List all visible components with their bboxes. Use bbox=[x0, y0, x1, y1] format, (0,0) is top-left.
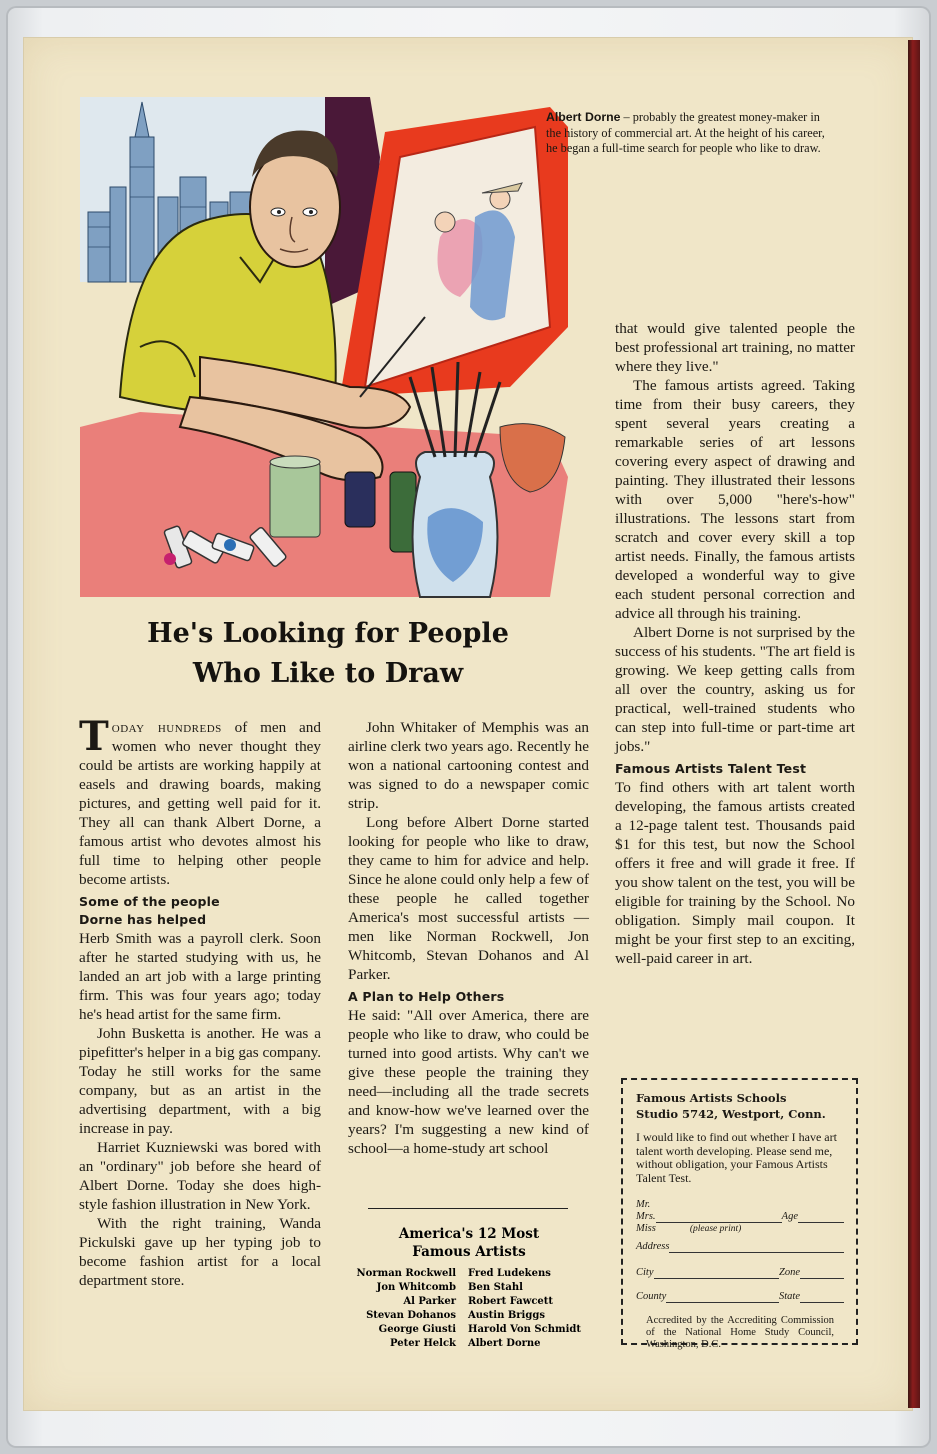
artists-box-title bbox=[348, 1225, 590, 1261]
headline-line-1: He's Looking for People bbox=[147, 618, 509, 649]
drop-cap: T bbox=[79, 713, 109, 760]
albert-dorne-painting-illustration bbox=[80, 97, 568, 610]
artist-name-right: Harold Von Schmidt bbox=[468, 1324, 581, 1335]
col2-paragraph-3: He said: "All over America, there are people who like to draw, who could be turned into good artists. Why can't we give these people the training they need—including all the trade secrets and know-how we've learned over the years? I'm suggesting a new kind of school—a home-study art school bbox=[348, 1007, 589, 1157]
col3-paragraph-2: The famous artists agreed. Taking time from their busy careers, they spent several years creating a remarkable series of art lessons covering every aspect of drawing and painting. They illustrated their lessons with over 5,000 "here's-how" illustrations. The lessons start from scratch and cover every skill a top artist needs. Finally, the famous artists developed a wonderful way to give each student personal correction and advice all through his training. bbox=[615, 377, 855, 622]
col2-paragraph-2: Long before Albert Dorne started looking for people who like to draw, they came to him for advice and help. Since he alone could only help a few of these people he called together America's most successful artists —men like Norman Rockwell, Jon Whitcomb, Stevan Dohanos and Al Parker. bbox=[348, 814, 589, 983]
col3-paragraph-3: Albert Dorne is not surprised by the success of his students. "The art field is growing. We keep getting calls from all over the country, asking us for practical, well-trained students who can step into full-time or part-time art jobs." bbox=[615, 624, 855, 755]
zone-field[interactable] bbox=[800, 1268, 844, 1279]
coupon-fields bbox=[636, 1199, 844, 1303]
col2-subhead: A Plan to Help Others bbox=[348, 989, 505, 1004]
artist-name-left: George Giusti bbox=[378, 1324, 456, 1335]
coupon-mrs-label: Mrs. bbox=[636, 1211, 656, 1222]
city-field[interactable] bbox=[654, 1268, 780, 1279]
caption-name: Albert Dorne bbox=[546, 110, 621, 124]
col1-paragraph-1 bbox=[79, 713, 321, 889]
col3-paragraph-4: To find others with art talent worth developing, the famous artists created a 12-page talent test. Thousands paid $1 for this test, but now the School offers it free and will grade it free. If you show talent on the test, you will be eligible for training by the School. No obligation. Simply mail coupon. It might be your first step to an exciting, well-paid career in art. bbox=[615, 779, 855, 967]
coupon-school: Famous Artists Schools bbox=[636, 1091, 787, 1105]
artist-name-right: Albert Dorne bbox=[468, 1338, 541, 1349]
artist-row bbox=[340, 1337, 598, 1351]
name-field[interactable] bbox=[656, 1212, 782, 1223]
artist-name-right: Robert Fawcett bbox=[468, 1296, 554, 1307]
coupon-body: I would like to find out whether I have art talent worth developing. Please send me, without obligation, your Famous Artists Talent Test. bbox=[636, 1130, 837, 1185]
age-field[interactable] bbox=[798, 1212, 844, 1223]
artist-name-right: Austin Briggs bbox=[468, 1310, 545, 1321]
col3-paragraph-1: that would give talented people the best professional art training, no matter where they live." bbox=[615, 320, 855, 375]
artist-row bbox=[340, 1309, 598, 1323]
artist-name-left: Peter Helck bbox=[390, 1338, 456, 1349]
artists-title-line-1: America's 12 Most bbox=[398, 1226, 540, 1242]
col1-subhead-line-2: Dorne has helped bbox=[79, 912, 207, 927]
col3-subhead: Famous Artists Talent Test bbox=[615, 761, 807, 776]
headline-line-2: Who Like to Draw bbox=[192, 658, 464, 689]
col1-paragraph-2: Herb Smith was a payroll clerk. Soon after he started studying with us, he landed an art job with a large printing firm. This was four years ago; today he's head artist for the same firm. bbox=[79, 930, 321, 1023]
mail-in-coupon[interactable] bbox=[621, 1078, 858, 1350]
address-field[interactable] bbox=[669, 1242, 844, 1253]
artist-name-left: Stevan Dohanos bbox=[366, 1310, 456, 1321]
coupon-age-label: Age bbox=[781, 1211, 798, 1222]
caption-text: – probably the greatest money-maker in the history of commercial art. At the height of his career, he began a full-time search for people who like to draw. bbox=[546, 110, 825, 155]
artist-name-right: Fred Ludekens bbox=[468, 1268, 551, 1279]
col1-subhead bbox=[79, 893, 321, 929]
coupon-mr-label: Mr. bbox=[636, 1199, 651, 1210]
state-field[interactable] bbox=[800, 1292, 844, 1303]
coupon-address-label: Address bbox=[636, 1241, 670, 1252]
artist-row bbox=[340, 1323, 598, 1337]
coupon-miss-label: Miss bbox=[636, 1223, 656, 1234]
illustration-caption bbox=[546, 110, 836, 157]
please-print-note: (please print) bbox=[689, 1224, 742, 1234]
county-field[interactable] bbox=[666, 1292, 779, 1303]
artist-name-left: Jon Whitcomb bbox=[376, 1282, 456, 1293]
article-column-3 bbox=[615, 319, 855, 968]
col1-subhead-line-1: Some of the people bbox=[79, 894, 220, 909]
coupon-zone-label: Zone bbox=[779, 1267, 800, 1278]
artist-name-right: Ben Stahl bbox=[468, 1282, 523, 1293]
artist-row bbox=[340, 1281, 598, 1295]
coupon-studio-address: Studio 5742, Westport, Conn. bbox=[636, 1107, 826, 1121]
artist-name-left: Al Parker bbox=[403, 1296, 456, 1307]
artist-row bbox=[340, 1267, 598, 1281]
artists-title-line-2: Famous Artists bbox=[412, 1244, 526, 1260]
coupon-city-label: City bbox=[636, 1267, 654, 1278]
artist-row bbox=[340, 1295, 598, 1309]
cover-spine-edge bbox=[908, 40, 920, 1408]
article-column-1 bbox=[79, 713, 321, 1290]
col1-paragraph-5: With the right training, Wanda Pickulski gave up her typing job to become fashion artist for a local department store. bbox=[79, 1215, 321, 1289]
coupon-accreditation: Accredited by the Accrediting Commission of the National Home Study Council, Washington, D.C. bbox=[646, 1315, 834, 1350]
coupon-state-label: State bbox=[779, 1291, 800, 1302]
famous-artists-list bbox=[340, 1267, 598, 1351]
lead-small-caps: oday hundreds bbox=[111, 719, 222, 736]
col1-paragraph-4: Harriet Kuzniewski was bored with an "ordinary" job before she heard of Albert Dorne. Today she does high-style fashion illustration in New York. bbox=[79, 1139, 321, 1213]
page-headline bbox=[78, 614, 578, 694]
divider-rule bbox=[368, 1208, 568, 1209]
col1-paragraph-3: John Busketta is another. He was a pipefitter's helper in a big gas company. Today he still works for the same company, but as an artist in the advertising department, with a big increase in pay. bbox=[79, 1025, 321, 1137]
col2-paragraph-1: John Whitaker of Memphis was an airline clerk two years ago. Recently he won a national cartooning contest and was signed to do a newspaper comic strip. bbox=[348, 719, 589, 812]
artist-name-left: Norman Rockwell bbox=[356, 1268, 456, 1279]
col1-paragraph-1-text: of men and women who never thought they could be artists are working happily at easels and drawing boards, making pictures, and getting well paid for it. They all can thank Albert Dorne, a famous artist who devotes almost his full time to helping other people become artists. bbox=[79, 719, 321, 888]
coupon-county-label: County bbox=[636, 1291, 667, 1302]
article-column-2 bbox=[348, 718, 589, 1158]
